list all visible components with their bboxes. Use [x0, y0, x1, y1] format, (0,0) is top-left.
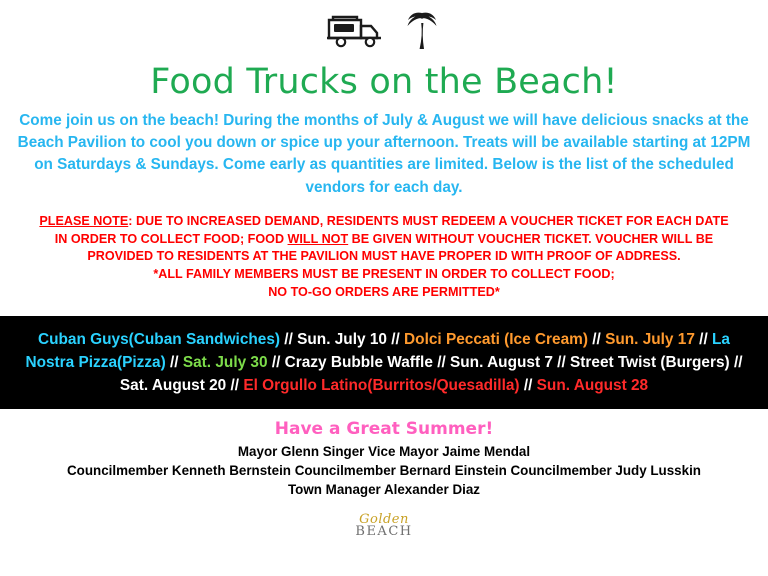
intro-paragraph: Come join us on the beach! During the months of July & August we will have delicious snacks at the Beach Pavilion to cool you down or spice up your afternoon. Treats will be available starting at 12PM on Saturdays & Sundays. Come early as quantities are limited. Below is the list of the scheduled vendors for each day. [17, 112, 751, 196]
vendor-separator: // [386, 331, 405, 349]
vendor-date: Sun. August 28 [536, 377, 649, 395]
vendor-separator: // [226, 377, 244, 395]
golden-beach-logo [0, 513, 768, 538]
vendor-name: Dolci Peccati (Ice Cream) [404, 331, 593, 349]
vendor-name: Street Twist (Burgers) [570, 354, 734, 372]
town-officials [0, 442, 768, 499]
vendor-separator: // [694, 331, 712, 349]
please-note-block [0, 199, 768, 302]
please-note-line3: PROVIDED TO RESIDENTS AT THE PAVILION MUST HAVE PROPER ID WITH PROOF OF ADDRESS. [87, 249, 681, 264]
vendor-date: Sun. July 10 [297, 331, 387, 349]
vendor-name: La Nostra Pizza(Pizza) [25, 331, 730, 372]
vendor-name: Cuban Guys(Cuban Sandwiches) [38, 331, 285, 349]
vendor-separator: // [284, 331, 298, 349]
palm-tree-icon [402, 9, 442, 56]
please-note-line2a: IN ORDER TO COLLECT FOOD; FOOD [54, 231, 288, 246]
logo-golden-text: Golden [359, 512, 409, 528]
please-note-line2b: BE GIVEN WITHOUT VOUCHER TICKET. VOUCHER WILL BE [348, 231, 714, 246]
vendor-separator: // [437, 354, 451, 372]
vendor-separator: // [592, 331, 606, 349]
vendor-name: Crazy Bubble Waffle [284, 354, 438, 372]
vendor-name: El Orgullo Latino(Burritos/Quesadilla) [243, 377, 524, 395]
vendor-date: Sat. August 20 [119, 377, 227, 395]
page-title: Food Trucks on the Beach! [150, 62, 618, 102]
please-note-line5: NO TO-GO ORDERS ARE PERMITTED* [268, 285, 500, 300]
vendor-separator: // [267, 354, 285, 372]
vendor-separator: // [170, 354, 183, 372]
vendor-schedule-band [0, 316, 768, 409]
vendor-date: Sun. August 7 [450, 354, 553, 372]
vendor-separator: // [552, 354, 571, 372]
header-icons [0, 0, 768, 56]
please-note-line1: : DUE TO INCREASED DEMAND, RESIDENTS MUST REDEEM A VOUCHER TICKET FOR EACH DATE [128, 213, 729, 228]
vendor-date: Sat. July 30 [182, 354, 268, 372]
please-note-will-not: WILL NOT [287, 231, 349, 246]
official-line-2: Councilmember Kenneth Bernstein Councilmember Bernard Einstein Councilmember Judy Lusskin [67, 463, 701, 479]
vendor-separator: // [523, 377, 537, 395]
summer-message: Have a Great Summer! [274, 419, 494, 440]
please-note-line4: *ALL FAMILY MEMBERS MUST BE PRESENT IN ORDER TO COLLECT FOOD; [153, 267, 615, 282]
vendor-separator: // [733, 354, 743, 372]
logo-beach-text: BEACH [355, 524, 413, 540]
official-line-3: Town Manager Alexander Diaz [288, 482, 480, 498]
official-line-1: Mayor Glenn Singer Vice Mayor Jaime Mendal [237, 444, 531, 460]
vendor-date: Sun. July 17 [605, 331, 695, 349]
please-note-label: PLEASE NOTE [39, 213, 129, 228]
food-truck-icon [326, 11, 388, 56]
